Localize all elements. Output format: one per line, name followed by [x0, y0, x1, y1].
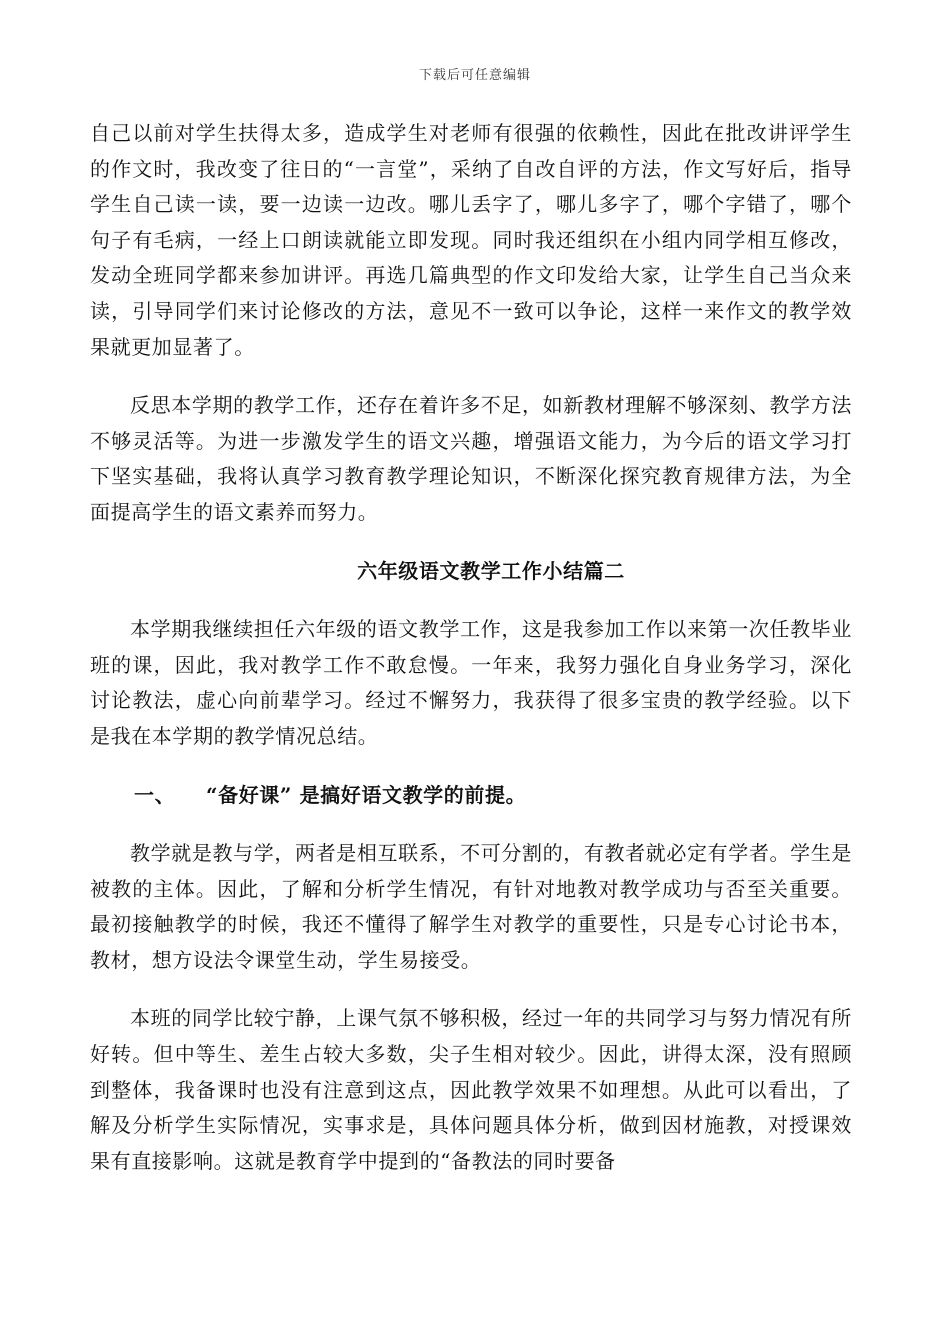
paragraph-1: 自己以前对学生扶得太多，造成学生对老师有很强的依赖性，因此在批改讲评学生的作文时，我改变了往日的“一言堂”，采纳了自改自评的方法，作文写好后，指导学生自己读一读，要一边读一边改。哪儿丢字了，哪儿多字了，哪个字错了，哪个句子有毛病，一经上口朗读就能立即发现。同时我还组织在小组内同学相互修改，发动全班同学都来参加讲评。再选几篇典型的作文印发给大家，让学生自己当众来读，引导同学们来讨论修改的方法，意见不一致可以争论，这样一来作文的教学效果就更加显著了。: [90, 121, 852, 359]
subsection-title: “备好课” 是搞好语文教学的前提。: [206, 782, 527, 807]
subsection-heading: [90, 778, 852, 814]
page-header: 下载后可任意编辑: [418, 68, 531, 83]
paragraph-4: 教学就是教与学，两者是相互联系，不可分割的，有教者就必定有学者。学生是被教的主体。因此，了解和分析学生情况，有针对地教对教学成功与否至关重要。最初接触教学的时候，我还不懂得了解学生对教学的重要性，只是专心讨论书本，教材，想方设法令课堂生动，学生易接受。: [90, 841, 852, 972]
section-title: 六年级语文教学工作小结篇二: [357, 558, 625, 583]
subsection-number: 一、: [134, 782, 176, 807]
paragraph-5: 本班的同学比较宁静，上课气氛不够积极，经过一年的共同学习与努力情况有所好转。但中等生、差生占较大多数，尖子生相对较少。因此，讲得太深，没有照顾到整体，我备课时也没有注意到这点，因此教学效果不如理想。从此可以看出，了解及分析学生实际情况，实事求是，具体问题具体分析，做到因材施教，对授课效果有直接影响。这就是教育学中提到的“备教法的同时要备: [90, 1006, 852, 1173]
paragraph-2: 反思本学期的教学工作，还存在着许多不足，如新教材理解不够深刻、教学方法不够灵活等。为进一步激发学生的语文兴趣，增强语文能力，为今后的语文学习打下坚实基础，我将认真学习教育教学理论知识，不断深化探究教育规律方法，为全面提高学生的语文素养而努力。: [90, 393, 852, 524]
paragraph-3: 本学期我继续担任六年级的语文教学工作，这是我参加工作以来第一次任教毕业班的课，因此，我对教学工作不敢怠慢。一年来，我努力强化自身业务学习，深化讨论教法，虚心向前辈学习。经过不懈努力，我获得了很多宝贵的教学经验。以下是我在本学期的教学情况总结。: [90, 617, 852, 748]
document-body: [90, 116, 852, 1202]
